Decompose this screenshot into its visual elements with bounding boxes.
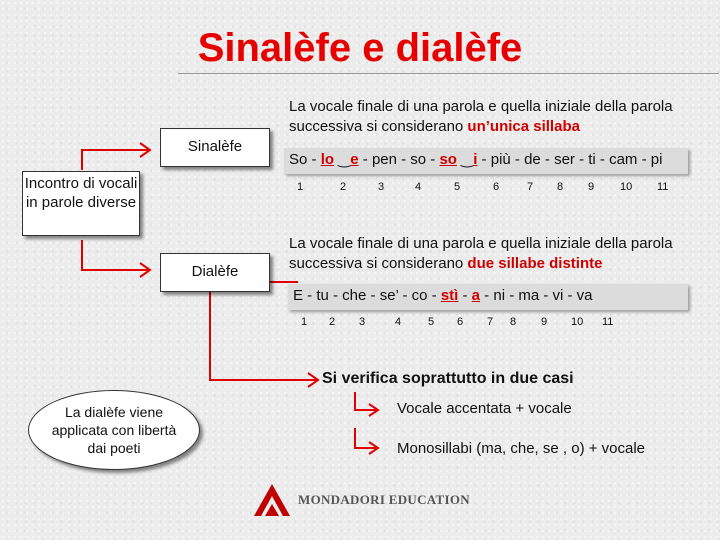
dialefe-box [160, 253, 270, 292]
dialefe-syllable-number: 11 [602, 316, 614, 328]
dialefe-note-text: La dialèfe viene applicata con libertà dai poeti [51, 404, 177, 456]
arrow-to-dialefe [82, 240, 148, 270]
dialefe-label: Dialèfe [191, 263, 239, 280]
dialefe-example-verse [288, 284, 688, 310]
dialefe-syllable-number: 10 [571, 316, 584, 328]
case-item-1: Vocale accentata + vocale [397, 400, 572, 417]
dialefe-syllable-number: 5 [428, 316, 435, 328]
dialefe-syllable-number: 1 [301, 316, 308, 328]
cases-heading: Si verifica soprattutto in due casi [322, 370, 574, 387]
sinalefe-syllable-number: 6 [493, 181, 500, 193]
sinalefe-verse-segment: so [439, 151, 457, 168]
page-title: Sinalèfe e dialèfe [197, 26, 523, 70]
sinalefe-verse-segment: lo [320, 151, 335, 168]
incontro-box [22, 171, 140, 236]
sinalefe-example-verse [284, 148, 688, 174]
sinalefe-box [160, 128, 270, 167]
sinalefe-syllable-number: 2 [340, 181, 347, 193]
sinalefe-syllable-number: 8 [557, 181, 564, 193]
sinalefe-label: Sinalèfe [187, 138, 243, 155]
dialefe-description [289, 234, 699, 274]
logo-text: MONDADORI EDUCATION [298, 492, 470, 507]
sinalefe-syllable-number: 3 [378, 181, 385, 193]
sinalefe-verse-segment: ‿ [456, 151, 474, 168]
case-item-2: Monosillabi (ma, che, se , o) + vocale [397, 440, 646, 457]
sinalefe-syllable-number: 1 [297, 181, 304, 193]
dialefe-verse-segment: - [458, 287, 472, 304]
dialefe-syllable-number: 8 [510, 316, 517, 328]
sinalefe-syllable-number: 11 [657, 181, 669, 193]
sinalefe-desc-text: La vocale finale di una parola e quella iniziale della parola successiva si considerano [289, 98, 673, 135]
dialefe-syllable-number: 6 [457, 316, 464, 328]
dialefe-syllable-number: 4 [395, 316, 402, 328]
sinalefe-syllable-number: 10 [620, 181, 633, 193]
dialefe-desc-text: La vocale finale di una parola e quella iniziale della parola successiva si considerano [289, 235, 673, 272]
sinalefe-syllable-numbers [284, 181, 688, 197]
dialefe-verse-segment: a [471, 287, 481, 304]
sinalefe-verse-segment: e [350, 151, 359, 168]
title-divider [178, 73, 719, 74]
sinalefe-verse-segment: So - [289, 151, 321, 168]
sinalefe-syllable-number: 9 [588, 181, 595, 193]
dialefe-desc-highlight: due sillabe distinte [467, 255, 603, 272]
dialefe-syllable-number: 7 [487, 316, 494, 328]
incontro-label: Incontro di vocali in parole diverse [24, 175, 138, 211]
dialefe-verse-segment: - ni - ma - vi - va [480, 287, 593, 304]
arrow-to-sinalefe [82, 150, 148, 170]
dialefe-syllable-number: 9 [541, 316, 548, 328]
dialefe-note-ellipse [28, 390, 200, 470]
sinalefe-verse-segment: ‿ [334, 151, 351, 168]
sinalefe-description [289, 97, 699, 137]
dialefe-verse-segment: stì [440, 287, 459, 304]
sinalefe-verse-segment: i [473, 151, 478, 168]
dialefe-syllable-numbers [288, 316, 688, 332]
sinalefe-verse-segment: - pen - so - [358, 151, 440, 168]
dialefe-syllable-number: 3 [359, 316, 366, 328]
dialefe-syllable-number: 2 [329, 316, 336, 328]
publisher-logo [248, 480, 478, 520]
dialefe-verse-segment: E - tu - che - se’ - co - [293, 287, 441, 304]
sinalefe-desc-highlight: un’unica sillaba [467, 118, 580, 135]
sinalefe-syllable-number: 7 [527, 181, 534, 193]
sinalefe-syllable-number: 4 [415, 181, 422, 193]
mondadori-logo-icon [250, 482, 294, 518]
sinalefe-syllable-number: 5 [454, 181, 461, 193]
sinalefe-verse-segment: - più - de - ser - ti - cam - pi [477, 151, 663, 168]
